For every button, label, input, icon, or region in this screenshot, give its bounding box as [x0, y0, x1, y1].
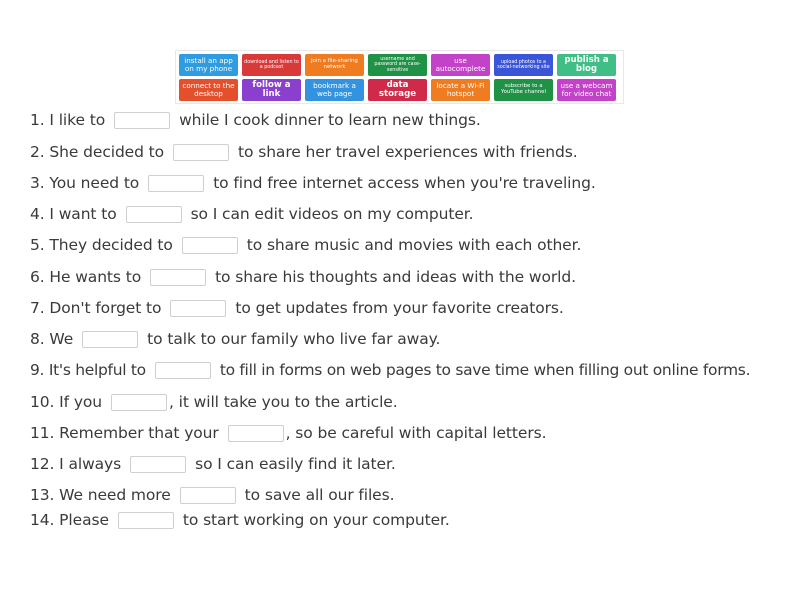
tile-upload-photos[interactable]: upload photos to a social-networking site [494, 54, 553, 76]
sentence-14 [30, 509, 450, 531]
sentence-12-after: so I can easily find it later. [195, 455, 396, 473]
sentence-14-before: 14. Please [30, 511, 109, 529]
answer-blank-5[interactable] [182, 237, 238, 254]
sentence-3 [30, 172, 596, 194]
answer-blank-6[interactable] [150, 269, 206, 286]
tile-install-an-app[interactable]: install an app on my phone [179, 54, 238, 76]
sentence-13-after: to save all our files. [244, 486, 395, 504]
answer-blank-12[interactable] [130, 456, 186, 473]
sentence-14-after: to start working on your computer. [182, 511, 450, 529]
sentence-8-after: to talk to our family who live far away. [147, 330, 441, 348]
sentence-3-before: 3. You need to [30, 174, 140, 192]
sentence-3-after: to find free internet access when you're traveling. [213, 174, 596, 192]
sentence-2 [30, 141, 578, 163]
tile-download-podcast[interactable]: download and listen to a podcast [242, 54, 301, 76]
sentence-11-before: 11. Remember that your [30, 424, 219, 442]
tile-username-password[interactable]: username and password are case-sensitive [368, 54, 427, 76]
sentence-10-before: 10. If you [30, 393, 103, 411]
tile-publish-blog[interactable]: publish a blog [557, 54, 616, 76]
sentence-1 [30, 109, 481, 131]
tile-bookmark-web-page[interactable]: bookmark a web page [305, 79, 364, 101]
sentence-9-after: to fill in forms on web pages to save time when filling out online forms. [219, 361, 751, 379]
sentence-7 [30, 297, 564, 319]
answer-blank-1[interactable] [114, 112, 170, 129]
sentence-1-after: while I cook dinner to learn new things. [179, 111, 481, 129]
sentence-7-after: to get updates from your favorite creators. [235, 299, 564, 317]
answer-blank-9[interactable] [155, 362, 211, 379]
sentence-4 [30, 203, 473, 225]
sentence-5-before: 5. They decided to [30, 236, 173, 254]
sentence-6-before: 6. He wants to [30, 268, 142, 286]
sentence-4-after: so I can edit videos on my computer. [190, 205, 474, 223]
sentence-11-after: , so be careful with capital letters. [285, 424, 547, 442]
sentence-5 [30, 234, 581, 256]
sentence-12-before: 12. I always [30, 455, 122, 473]
sentence-1-before: 1. I like to [30, 111, 106, 129]
answer-blank-10[interactable] [111, 394, 167, 411]
answer-blank-13[interactable] [180, 487, 236, 504]
sentence-10 [30, 391, 398, 413]
sentence-6 [30, 266, 576, 288]
sentence-9 [30, 359, 750, 381]
tile-subscribe-youtube[interactable]: subscribe to a YouTube channel [494, 79, 553, 101]
answer-blank-2[interactable] [173, 144, 229, 161]
answer-blank-4[interactable] [126, 206, 182, 223]
answer-blank-3[interactable] [148, 175, 204, 192]
sentence-7-before: 7. Don't forget to [30, 299, 162, 317]
sentence-2-before: 2. She decided to [30, 143, 165, 161]
tile-use-autocomplete[interactable]: use autocomplete [431, 54, 490, 76]
sentence-11 [30, 422, 546, 444]
sentence-4-before: 4. I want to [30, 205, 117, 223]
tile-data-storage[interactable]: data storage [368, 79, 427, 101]
answer-blank-11[interactable] [228, 425, 284, 442]
sentence-13 [30, 484, 394, 506]
sentence-13-before: 13. We need more [30, 486, 171, 504]
sentence-12 [30, 453, 396, 475]
sentence-5-after: to share music and movies with each other. [246, 236, 582, 254]
sentence-9-before: 9. It's helpful to [30, 361, 146, 379]
tile-locate-wifi-hotspot[interactable]: locate a Wi-Fi hotspot [431, 79, 490, 101]
tile-connect-desktop[interactable]: connect to the desktop [179, 79, 238, 101]
answer-blank-14[interactable] [118, 512, 174, 529]
tile-follow-link[interactable]: follow a link [242, 79, 301, 101]
answer-blank-7[interactable] [170, 300, 226, 317]
sentence-10-after: , it will take you to the article. [169, 393, 398, 411]
sentence-6-after: to share his thoughts and ideas with the world. [215, 268, 576, 286]
sentence-2-after: to share her travel experiences with friends. [238, 143, 578, 161]
word-bank [175, 50, 624, 104]
tile-join-file-sharing[interactable]: join a file-sharing network [305, 54, 364, 76]
sentence-8 [30, 328, 440, 350]
tile-use-webcam[interactable]: use a webcam for video chat [557, 79, 616, 101]
answer-blank-8[interactable] [82, 331, 138, 348]
sentence-8-before: 8. We [30, 330, 74, 348]
